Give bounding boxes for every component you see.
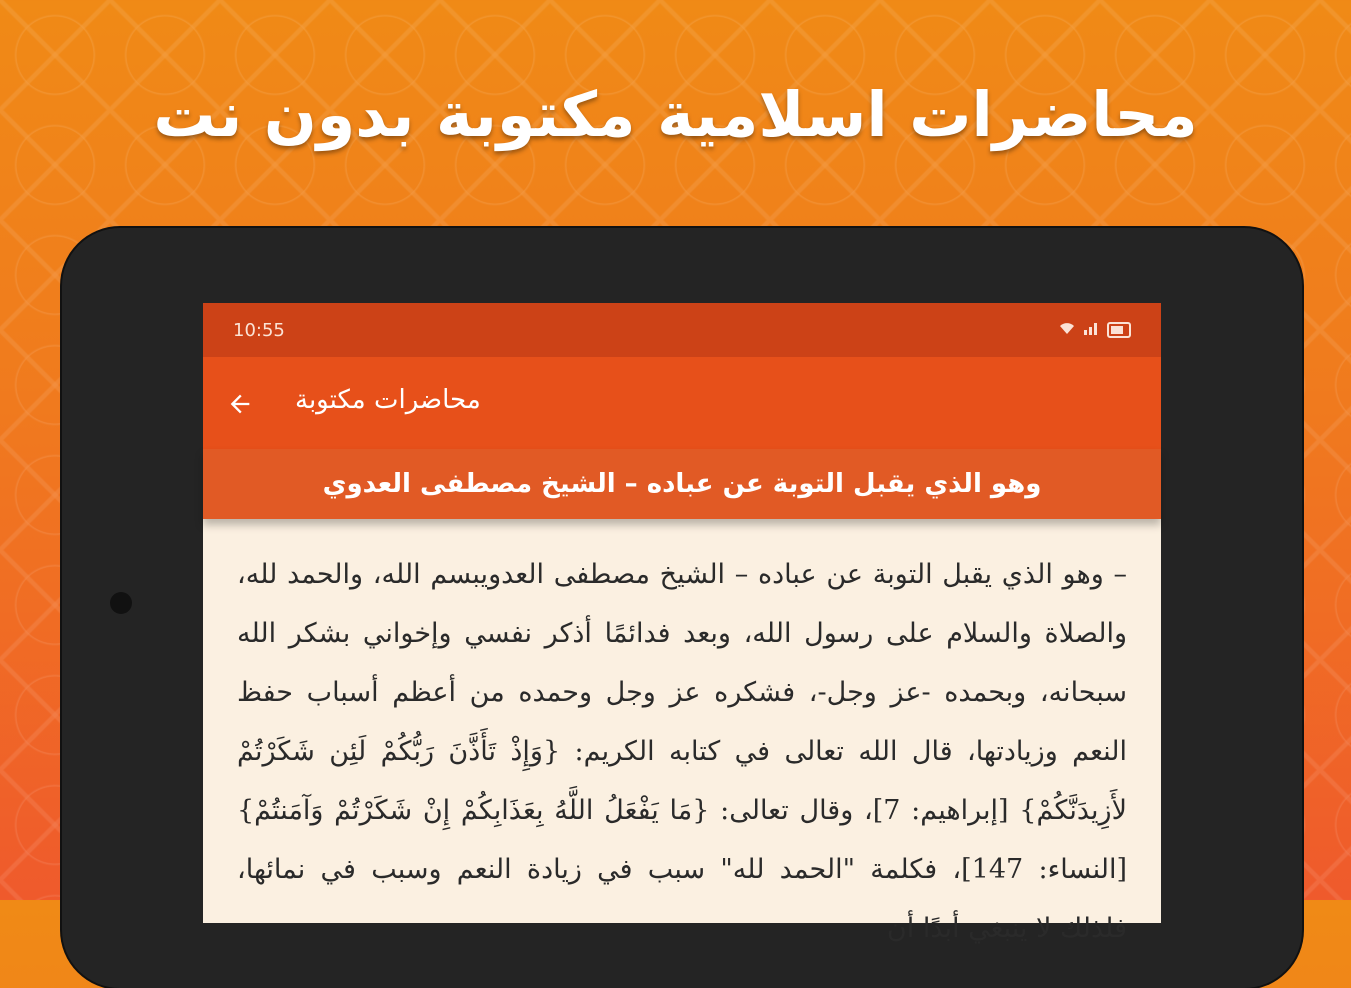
camera-icon [110,592,132,614]
app-screen [203,303,1161,944]
app-bar [203,357,1161,451]
arrow-back-icon [226,390,254,418]
wifi-icon [1059,321,1075,339]
app-bar-title: محاضرات مكتوبة [295,385,481,415]
promo-title: محاضرات اسلامية مكتوبة بدون نت [153,78,1198,151]
battery-icon [1107,322,1131,338]
lecture-heading: وهو الذي يقبل التوبة عن عباده – الشيخ مصطفى العدوي [203,449,1161,519]
status-time: 10:55 [233,319,285,341]
status-icons [1059,321,1131,339]
signal-icon [1083,321,1099,339]
lecture-body: – وهو الذي يقبل التوبة عن عباده – الشيخ مصطفى العدويبسم الله، والحمد لله، والصلاة والسلام على رسول الله، وبعد فدائمًا أذكر نفسي وإخواني بشكر الله سبحانه، وبحمده -عز وجل-، فشكره عز وجل وحمده من أعظم أسباب حفظ النعم وزيادتها، قال الله تعالى في كتابه الكريم: {وَإِذْ تَأَذَّنَ رَبُّكُمْ لَئِن شَكَرْتُمْ لأَزِيدَنَّكُمْ} [إبراهيم: 7]، وقال تعالى: {مَا يَفْعَلُ اللَّهُ بِعَذَابِكُمْ إِنْ شَكَرْتُمْ وَآمَنتُمْ} [النساء: 147]، فكلمة "الحمد لله" سبب في زيادة النعم وسبب في نمائها، فلذلك لا ينبغي أبدًا أن [237,559,1127,944]
back-button[interactable] [219,383,261,425]
status-bar [203,303,1161,357]
